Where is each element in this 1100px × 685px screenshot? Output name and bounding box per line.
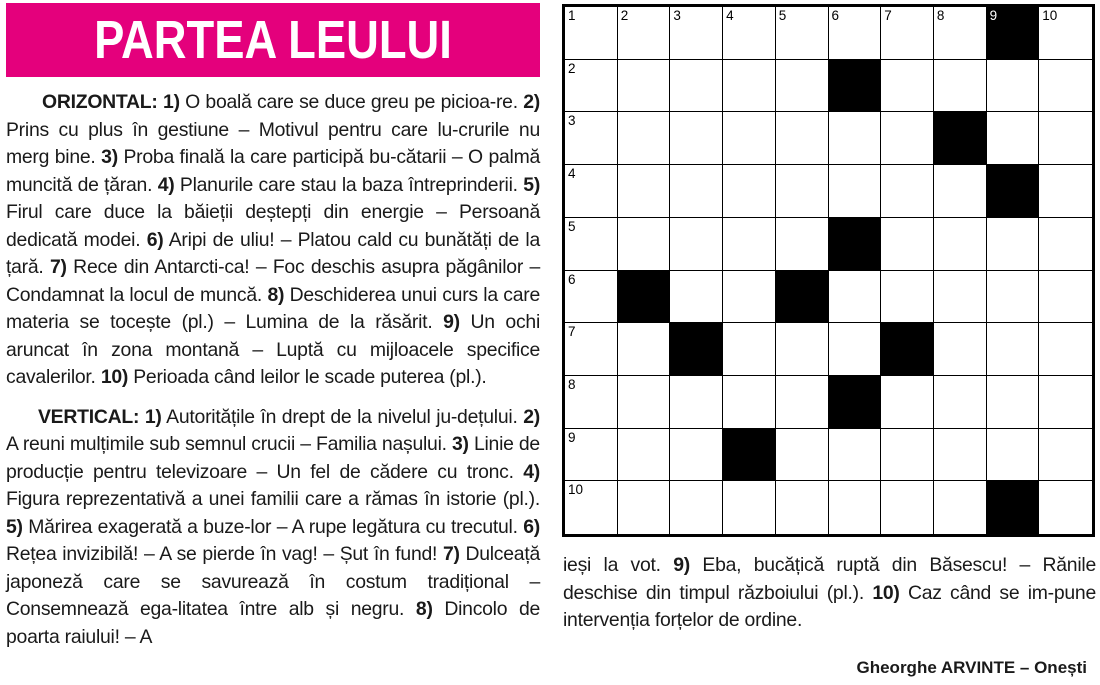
grid-cell[interactable] xyxy=(618,218,671,271)
grid-number: 2 xyxy=(568,60,576,76)
grid-number: 6 xyxy=(568,271,576,287)
vertical-clues-continued xyxy=(563,552,1096,635)
grid-cell[interactable] xyxy=(987,271,1040,324)
grid-cell[interactable] xyxy=(565,271,618,324)
grid-number: 6 xyxy=(831,8,840,23)
grid-cell[interactable] xyxy=(829,271,882,324)
grid-number: 8 xyxy=(936,8,945,23)
grid-cell[interactable] xyxy=(565,376,618,429)
grid-cell[interactable] xyxy=(565,323,618,376)
black-square xyxy=(670,323,723,376)
grid-cell[interactable] xyxy=(829,165,882,218)
grid-cell[interactable] xyxy=(987,323,1040,376)
grid-cell[interactable] xyxy=(670,218,723,271)
orizontal-clue-number: 4) xyxy=(157,173,175,196)
grid-cell[interactable] xyxy=(987,376,1040,429)
vertical-clue-text: Eba, bucățică ruptă din Băsescu! – Rănile deschise din timpul războiului (pl.). xyxy=(563,554,1096,604)
orizontal-clue-number: 5) xyxy=(523,173,541,196)
grid-cell[interactable] xyxy=(618,481,671,534)
grid-cell[interactable] xyxy=(670,165,723,218)
grid-cell[interactable] xyxy=(881,376,934,429)
grid-cell[interactable] xyxy=(934,323,987,376)
black-square xyxy=(987,7,1040,60)
author-credit: Gheorghe ARVINTE – Onești xyxy=(856,658,1087,677)
vertical-clue-number: 9) xyxy=(673,554,690,576)
grid-cell[interactable] xyxy=(1039,481,1092,534)
grid-cell[interactable] xyxy=(670,429,723,482)
grid-number: 3 xyxy=(673,8,681,23)
grid-cell[interactable] xyxy=(1039,271,1092,324)
orizontal-clue-text: Rece din Antarcti-ca! – Foc deschis asupra păgânilor – Condamnat la locul de muncă. xyxy=(6,256,540,306)
black-square xyxy=(723,429,776,482)
grid-cell[interactable] xyxy=(565,165,618,218)
vertical-clue-list xyxy=(6,406,540,648)
grid-cell[interactable] xyxy=(1039,218,1092,271)
grid-cell[interactable] xyxy=(565,218,618,271)
grid-cell[interactable] xyxy=(987,218,1040,271)
grid-cell[interactable] xyxy=(670,271,723,324)
grid-number: 9 xyxy=(989,8,998,23)
vertical-clue-number: 7) xyxy=(442,543,460,565)
grid-cell[interactable] xyxy=(776,429,829,482)
vertical-clue-number: 2) xyxy=(523,405,541,428)
grid-cell[interactable] xyxy=(723,165,776,218)
grid-cell[interactable] xyxy=(776,376,829,429)
crossword-grid xyxy=(562,4,1095,537)
black-square xyxy=(618,271,671,324)
title-banner xyxy=(6,3,540,77)
grid-cell[interactable] xyxy=(934,60,987,113)
grid-number: 5 xyxy=(778,8,787,23)
grid-cell[interactable] xyxy=(618,60,671,113)
vertical-clue-number: 5) xyxy=(6,515,23,538)
grid-number: 10 xyxy=(568,482,584,498)
grid-cell[interactable] xyxy=(723,481,776,534)
grid-cell[interactable] xyxy=(776,481,829,534)
grid-cell[interactable] xyxy=(934,271,987,324)
grid-cell[interactable] xyxy=(565,112,618,165)
grid-number: 5 xyxy=(568,218,576,234)
vertical-clue-number: 1) xyxy=(144,405,162,428)
grid-cell[interactable] xyxy=(829,7,882,60)
grid-cell[interactable] xyxy=(723,112,776,165)
grid-number: 8 xyxy=(568,376,576,392)
grid-cell[interactable] xyxy=(1039,165,1092,218)
orizontal-clue-number: 2) xyxy=(523,91,541,113)
grid-cell[interactable] xyxy=(829,429,882,482)
vertical-clue-text: Linie de producție pentru televizoare – Un fel de cădere cu tronc. xyxy=(6,433,540,483)
grid-cell[interactable] xyxy=(829,323,882,376)
grid-cell[interactable] xyxy=(670,112,723,165)
grid-cell[interactable] xyxy=(881,218,934,271)
grid-cell[interactable] xyxy=(934,481,987,534)
vertical-clue-text: Caz când se im-pune intervenția forțelor de ordine. xyxy=(563,581,1096,631)
grid-cell[interactable] xyxy=(987,429,1040,482)
grid-cell[interactable] xyxy=(829,112,882,165)
clues-column xyxy=(6,89,540,651)
vertical-clue-number: 3) xyxy=(451,433,469,455)
vertical-clue-text: Dulceață japoneză care se savurează în costum tradițional – Consemnează ega-litatea între alb și negru. xyxy=(6,543,540,620)
vertical-clue-text: Rețea invizibilă! – A se pierde în vag! – Șut în fund! xyxy=(6,543,438,565)
grid-cell[interactable] xyxy=(723,7,776,60)
vertical-clue-text: Mărirea exagerată a buze-lor – A rupe legătura cu trecutul. xyxy=(22,515,518,538)
grid-cell[interactable] xyxy=(881,271,934,324)
vertical-clue-text: Dincolo de poarta raiului! – A xyxy=(6,598,541,648)
grid-cell[interactable] xyxy=(723,218,776,271)
vertical-clue-text: Autoritățile în drept de la nivelul ju-dețului. xyxy=(161,405,518,428)
orizontal-clue-list xyxy=(6,91,540,388)
grid-number: 10 xyxy=(1042,8,1058,23)
grid-cell[interactable] xyxy=(1039,429,1092,482)
grid-number: 4 xyxy=(726,8,734,23)
grid-cell[interactable] xyxy=(618,376,671,429)
vertical-clue-list-continued xyxy=(563,554,1096,631)
grid-cell[interactable] xyxy=(987,112,1040,165)
grid-number: 9 xyxy=(568,429,576,445)
grid-cell[interactable] xyxy=(934,7,987,60)
grid-cell[interactable] xyxy=(565,7,618,60)
grid-cell[interactable] xyxy=(776,323,829,376)
grid-number: 3 xyxy=(568,113,576,129)
vertical-clue-number: 4) xyxy=(523,460,540,483)
grid-cell[interactable] xyxy=(934,429,987,482)
vertical-clues xyxy=(6,404,540,652)
orizontal-clue-text: Prins cu plus în gestiune – Motivul pentru care lu-crurile nu merg bine. xyxy=(6,118,540,168)
grid-number: 7 xyxy=(568,324,576,340)
orizontal-clue-number: 7) xyxy=(50,256,67,278)
black-square xyxy=(776,271,829,324)
grid-cell[interactable] xyxy=(670,376,723,429)
orizontal-clue-text: Aripi de uliu! – Platou cald cu bunătăți de la țară. xyxy=(6,228,541,278)
black-square xyxy=(881,323,934,376)
grid-cell[interactable] xyxy=(829,481,882,534)
grid-number: 7 xyxy=(884,8,892,23)
grid-cell[interactable] xyxy=(776,7,829,60)
grid-cell[interactable] xyxy=(881,60,934,113)
grid-cell[interactable] xyxy=(670,60,723,113)
page-title: PARTEA LEULUI xyxy=(94,10,452,70)
grid-cell[interactable] xyxy=(618,323,671,376)
orizontal-clue-text: Deschiderea unui curs la care materia se tocește (pl.) – Lumina de la răsărit. xyxy=(6,283,541,333)
vertical-heading: VERTICAL: xyxy=(38,405,140,428)
grid-cell[interactable] xyxy=(1039,7,1092,60)
grid-cell[interactable] xyxy=(723,376,776,429)
orizontal-clue-number: 6) xyxy=(146,228,164,251)
grid-cell[interactable] xyxy=(776,218,829,271)
grid-cell[interactable] xyxy=(670,481,723,534)
orizontal-clue-number: 9) xyxy=(443,311,460,333)
orizontal-clue-number: 10) xyxy=(100,366,129,388)
orizontal-clue-text: O boală care se duce greu pe picioa-re. xyxy=(179,91,518,113)
grid-cell[interactable] xyxy=(881,7,934,60)
grid-cell[interactable] xyxy=(618,165,671,218)
black-square xyxy=(829,218,882,271)
orizontal-clue-text: Proba finală la care participă bu-cătarii – O palmă muncită de țăran. xyxy=(6,146,541,196)
grid-cell[interactable] xyxy=(934,218,987,271)
orizontal-clue-number: 8) xyxy=(267,283,285,306)
orizontal-clue-number: 3) xyxy=(101,146,118,168)
orizontal-clue-number: 1) xyxy=(163,91,180,113)
grid-cell[interactable] xyxy=(1039,323,1092,376)
grid-cell[interactable] xyxy=(1039,112,1092,165)
grid-cell[interactable] xyxy=(881,112,934,165)
grid-cell[interactable] xyxy=(934,165,987,218)
black-square xyxy=(829,376,882,429)
vertical-clue-text: A reuni mulțimile sub semnul crucii – Familia nașului. xyxy=(6,433,447,455)
vertical-clue-number: 6) xyxy=(523,515,540,538)
grid-cell[interactable] xyxy=(618,429,671,482)
grid-cell[interactable] xyxy=(934,376,987,429)
orizontal-clue-text: Planurile care stau la baza întreprinderii. xyxy=(174,173,518,196)
orizontal-heading: ORIZONTAL: xyxy=(42,91,158,113)
grid-cell[interactable] xyxy=(881,481,934,534)
orizontal-clues xyxy=(6,89,540,392)
grid-cell[interactable] xyxy=(618,112,671,165)
grid-cell[interactable] xyxy=(670,7,723,60)
vertical-clue-text: Figura reprezentativă a unei familii care a rămas în istorie (pl.). xyxy=(6,488,540,510)
black-square xyxy=(987,165,1040,218)
grid-cell[interactable] xyxy=(723,271,776,324)
grid-cell[interactable] xyxy=(723,323,776,376)
grid-cell[interactable] xyxy=(1039,60,1092,113)
vertical-clue-number: 8) xyxy=(415,598,433,620)
grid-cell[interactable] xyxy=(565,429,618,482)
orizontal-clue-text: Un ochi aruncat în zona montană – Luptă cu mijloacele specifice cavalerilor. xyxy=(6,311,540,388)
grid-number: 2 xyxy=(620,8,629,23)
grid-cell[interactable] xyxy=(618,7,671,60)
grid-cell[interactable] xyxy=(776,165,829,218)
grid-cell[interactable] xyxy=(565,481,618,534)
grid-cell[interactable] xyxy=(776,112,829,165)
grid-cell[interactable] xyxy=(723,60,776,113)
black-square xyxy=(829,60,882,113)
grid-cell[interactable] xyxy=(987,60,1040,113)
grid-cell[interactable] xyxy=(881,429,934,482)
black-square xyxy=(934,112,987,165)
grid-cell[interactable] xyxy=(1039,376,1092,429)
vertical-clue-number: 10) xyxy=(872,581,900,604)
orizontal-clue-text: Firul care duce la băieții deștepți din energie – Persoană dedicată modei. xyxy=(6,201,540,251)
black-square xyxy=(987,481,1040,534)
grid-cell[interactable] xyxy=(776,60,829,113)
vertical-clue-text: ieși la vot. xyxy=(563,554,661,576)
grid-cell[interactable] xyxy=(881,165,934,218)
orizontal-clue-text: Perioada când leilor le scade puterea (pl.). xyxy=(128,366,487,388)
grid-number: 4 xyxy=(568,166,576,182)
grid-number: 1 xyxy=(568,8,576,23)
grid-cell[interactable] xyxy=(565,60,618,113)
